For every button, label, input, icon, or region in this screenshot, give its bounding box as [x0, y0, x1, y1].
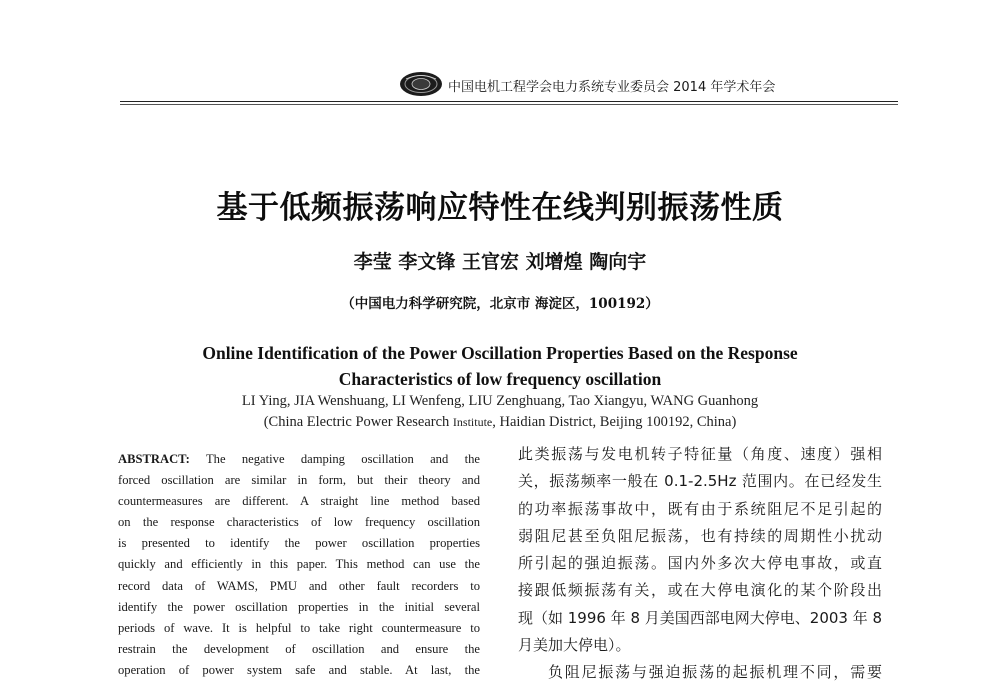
abstract-line: identify the power oscillation properties in the initial several — [118, 599, 480, 614]
abstract-line: operation of power system safe and stable. At last, the — [118, 662, 480, 677]
body-line: 此类振荡与发电机转子特征量（角度、速度）强相 — [518, 445, 882, 463]
abstract-line: countermeasures are different. A straight line method based — [118, 494, 480, 509]
society-logo-icon — [398, 70, 444, 98]
affiliation-english-part-1: (China Electric Power Research — [263, 414, 453, 430]
body-line: 的功率振荡事故中，既有由于系统阻尼不足引起的 — [518, 499, 882, 518]
body-line: 所引起的强迫振荡。国内外多次大停电事故，或直 — [518, 554, 882, 573]
abstract-line: periods of wave. It is helpful to take right countermeasure to — [118, 620, 480, 635]
abstract-line: restrain the development of oscillation and ensure the — [118, 641, 480, 656]
header-rule — [120, 101, 898, 102]
title-english — [0, 340, 1000, 392]
abstract-line: quickly and efficiently in this paper. This method can use the — [118, 557, 480, 572]
affiliation-chinese: （中国电力科学研究院，北京市 海淀区，100192） — [341, 296, 659, 312]
authors-chinese: 李莹 李文锋 王官宏 刘增煌 陶向宇 — [353, 251, 647, 273]
body-line: 弱阻尼甚至负阻尼振荡，也有持续的周期性小扰动 — [518, 526, 882, 545]
abstract-line: record data of WAMS, PMU and other fault recorders to — [118, 578, 480, 593]
abstract-cutoff-line — [118, 674, 480, 684]
abstract-line: on the response characteristics of low frequency oscillation — [118, 515, 480, 530]
body-chinese — [518, 441, 882, 684]
title-english-line-1: Online Identification of the Power Oscillation Properties Based on the Response — [202, 343, 798, 363]
abstract-line-text: The negative damping oscillation and the — [189, 452, 480, 466]
running-header: 中国电机工程学会电力系统专业委员会 2014 年学术年会 — [448, 80, 776, 95]
body-line: 月美加大停电）。 — [518, 636, 631, 655]
abstract-label: ABSTRACT: — [118, 452, 190, 466]
abstract-line: is presented to identify the power oscillation properties — [118, 536, 480, 551]
affiliation-english-part-2: Institute — [452, 415, 493, 429]
body-line: 接跟低频振荡有关，或在大停电演化的某个阶段出 — [518, 581, 882, 600]
title-chinese: 基于低频振荡响应特性在线判别振荡性质 — [216, 190, 784, 226]
body-line: 关，振荡频率一般在 0.1-2.5Hz 范围内。在已经发生 — [518, 472, 882, 491]
header-rule-thin — [120, 104, 898, 105]
authors-english: LI Ying, JIA Wenshuang, LI Wenfeng, LIU Zenghuang, Tao Xiangyu, WANG Guanhong — [241, 393, 759, 409]
body-line: 现（如 1996 年 8 月美国西部电网大停电、2003 年 8 — [518, 608, 883, 627]
body-line: 负阻尼振荡与强迫振荡的起振机理不同，需要 — [548, 663, 882, 682]
abstract-english — [118, 449, 480, 681]
affiliation-english — [0, 414, 1000, 431]
title-english-line-2: Characteristics of low frequency oscillation — [338, 369, 662, 389]
affiliation-english-part-3: , Haidian District, Beijing 100192, China) — [492, 414, 737, 430]
abstract-line: forced oscillation are similar in form, but their theory and — [118, 473, 480, 488]
abstract-line — [118, 449, 480, 470]
